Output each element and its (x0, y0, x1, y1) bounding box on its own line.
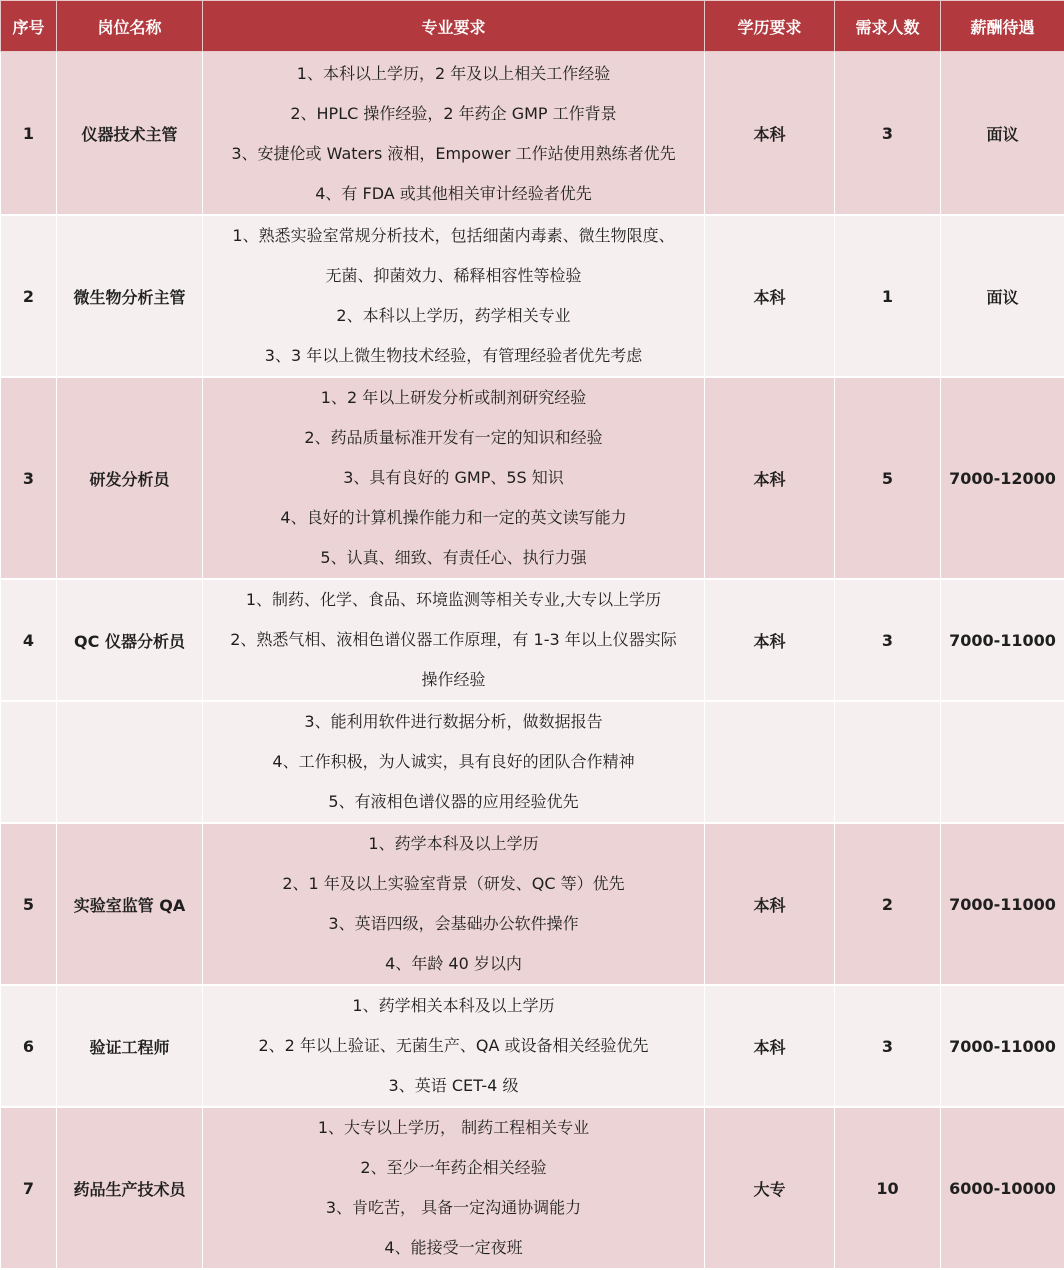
requirement-line: 2、HPLC 操作经验，2 年药企 GMP 工作背景 (203, 94, 704, 134)
header-title: 岗位名称 (57, 1, 203, 52)
salary: 7000-12000 (941, 377, 1064, 579)
header-row (1, 1, 1064, 52)
education: 本科 (705, 823, 835, 985)
requirements-cell (203, 1107, 705, 1269)
table-row (1, 579, 1064, 701)
table-row (1, 701, 1064, 823)
requirements-cell (203, 985, 705, 1107)
requirement-line: 3、具有良好的 GMP、5S 知识 (203, 458, 704, 498)
header-count: 需求人数 (835, 1, 941, 52)
requirements-cell (203, 701, 705, 823)
requirement-line: 5、认真、细致、有责任心、执行力强 (203, 538, 704, 578)
table-row (1, 215, 1064, 377)
salary: 面议 (941, 215, 1064, 377)
requirement-line: 2、至少一年药企相关经验 (203, 1148, 704, 1188)
header-requirements: 专业要求 (203, 1, 705, 52)
job-title: 微生物分析主管 (57, 215, 203, 377)
education: 本科 (705, 377, 835, 579)
requirement-line: 操作经验 (203, 660, 704, 700)
job-title: 研发分析员 (57, 377, 203, 579)
headcount: 10 (835, 1107, 941, 1269)
salary (941, 701, 1064, 823)
job-title: 验证工程师 (57, 985, 203, 1107)
requirement-line: 5、有液相色谱仪器的应用经验优先 (203, 782, 704, 822)
requirement-line: 1、2 年以上研发分析或制剂研究经验 (203, 378, 704, 418)
row-number: 4 (1, 579, 57, 701)
requirement-line: 1、药学本科及以上学历 (203, 824, 704, 864)
salary: 7000-11000 (941, 823, 1064, 985)
headcount: 3 (835, 579, 941, 701)
requirement-line: 3、英语四级，会基础办公软件操作 (203, 904, 704, 944)
education: 大专 (705, 1107, 835, 1269)
table-row (1, 985, 1064, 1107)
requirement-line: 2、熟悉气相、液相色谱仪器工作原理，有 1-3 年以上仪器实际 (203, 620, 704, 660)
requirement-line: 无菌、抑菌效力、稀释相容性等检验 (203, 256, 704, 296)
salary: 7000-11000 (941, 579, 1064, 701)
requirement-line: 2、本科以上学历，药学相关专业 (203, 296, 704, 336)
requirement-line: 3、英语 CET-4 级 (203, 1066, 704, 1106)
education (705, 701, 835, 823)
requirement-line: 2、1 年及以上实验室背景（研发、QC 等）优先 (203, 864, 704, 904)
headcount (835, 701, 941, 823)
salary: 7000-11000 (941, 985, 1064, 1107)
requirement-line: 1、本科以上学历，2 年及以上相关工作经验 (203, 54, 704, 94)
requirements-cell (203, 215, 705, 377)
row-number: 1 (1, 52, 57, 216)
job-title: 药品生产技术员 (57, 1107, 203, 1269)
headcount: 5 (835, 377, 941, 579)
requirement-line: 3、能利用软件进行数据分析，做数据报告 (203, 702, 704, 742)
education: 本科 (705, 215, 835, 377)
requirement-line: 4、能接受一定夜班 (203, 1228, 704, 1268)
requirement-line: 1、大专以上学历， 制药工程相关专业 (203, 1108, 704, 1148)
education: 本科 (705, 579, 835, 701)
education: 本科 (705, 985, 835, 1107)
education: 本科 (705, 52, 835, 216)
row-number: 5 (1, 823, 57, 985)
requirements-cell (203, 823, 705, 985)
requirement-line: 3、安捷伦或 Waters 液相，Empower 工作站使用熟练者优先 (203, 134, 704, 174)
row-number: 2 (1, 215, 57, 377)
table-row (1, 823, 1064, 985)
requirement-line: 1、熟悉实验室常规分析技术，包括细菌内毒素、微生物限度、 (203, 216, 704, 256)
headcount: 3 (835, 52, 941, 216)
header-no: 序号 (1, 1, 57, 52)
row-number: 6 (1, 985, 57, 1107)
header-salary: 薪酬待遇 (941, 1, 1064, 52)
job-title: 仪器技术主管 (57, 52, 203, 216)
row-number: 3 (1, 377, 57, 579)
salary: 面议 (941, 52, 1064, 216)
row-number (1, 701, 57, 823)
headcount: 1 (835, 215, 941, 377)
headcount: 3 (835, 985, 941, 1107)
requirement-line: 1、制药、化学、食品、环境监测等相关专业,大专以上学历 (203, 580, 704, 620)
job-title: 实验室监管 QA (57, 823, 203, 985)
headcount: 2 (835, 823, 941, 985)
job-title: QC 仪器分析员 (57, 579, 203, 701)
header-education: 学历要求 (705, 1, 835, 52)
table-row (1, 52, 1064, 216)
salary: 6000-10000 (941, 1107, 1064, 1269)
table-row (1, 377, 1064, 579)
job-title (57, 701, 203, 823)
requirement-line: 2、药品质量标准开发有一定的知识和经验 (203, 418, 704, 458)
requirement-line: 4、有 FDA 或其他相关审计经验者优先 (203, 174, 704, 214)
row-number: 7 (1, 1107, 57, 1269)
requirement-line: 2、2 年以上验证、无菌生产、QA 或设备相关经验优先 (203, 1026, 704, 1066)
requirements-cell (203, 377, 705, 579)
requirements-cell (203, 579, 705, 701)
requirement-line: 4、良好的计算机操作能力和一定的英文读写能力 (203, 498, 704, 538)
requirement-line: 4、工作积极，为人诚实，具有良好的团队合作精神 (203, 742, 704, 782)
requirement-line: 1、药学相关本科及以上学历 (203, 986, 704, 1026)
requirement-line: 3、肯吃苦， 具备一定沟通协调能力 (203, 1188, 704, 1228)
table-row (1, 1107, 1064, 1269)
requirements-cell (203, 52, 705, 216)
requirement-line: 3、3 年以上微生物技术经验，有管理经验者优先考虑 (203, 336, 704, 376)
requirement-line: 4、年龄 40 岁以内 (203, 944, 704, 984)
